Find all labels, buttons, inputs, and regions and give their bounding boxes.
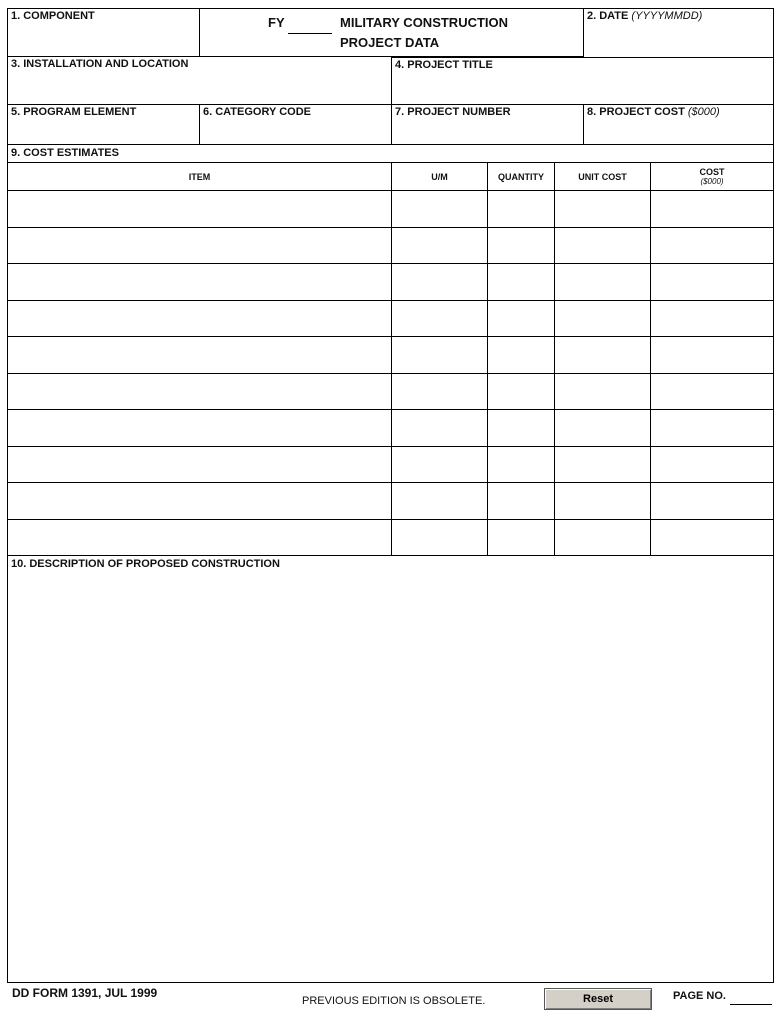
- column-header-unit: ($000): [700, 177, 724, 186]
- cost-row-3-unit-cost-cell[interactable]: [555, 264, 651, 301]
- page-no-input-line[interactable]: [730, 1004, 772, 1005]
- description-label: 10. DESCRIPTION OF PROPOSED CONSTRUCTION: [11, 558, 280, 570]
- cost-estimates-section: [8, 145, 773, 163]
- form-title-line2: PROJECT DATA: [340, 35, 440, 50]
- cost-row-7-cost-cell[interactable]: [651, 410, 773, 447]
- project-number-field[interactable]: [392, 105, 584, 145]
- category-code-label: 6. CATEGORY CODE: [203, 106, 311, 118]
- cost-row-5-cost-cell[interactable]: [651, 337, 773, 374]
- cost-row-10-item-cell[interactable]: [8, 520, 392, 557]
- cost-row-3-um-cell[interactable]: [392, 264, 488, 301]
- cost-row-9-item-cell[interactable]: [8, 483, 392, 520]
- cost-row-5-quantity-cell[interactable]: [488, 337, 555, 374]
- cost-row-3-quantity-cell[interactable]: [488, 264, 555, 301]
- category-code-field[interactable]: [200, 105, 392, 145]
- date-field[interactable]: [584, 9, 773, 57]
- column-header-label: QUANTITY: [498, 171, 544, 182]
- cost-row-8-cost-cell[interactable]: [651, 447, 773, 484]
- cost-row-9-unit-cost-cell[interactable]: [555, 483, 651, 520]
- fy-input-line[interactable]: [288, 33, 332, 34]
- project-cost-field[interactable]: [584, 105, 773, 145]
- program-element-label: 5. PROGRAM ELEMENT: [11, 106, 137, 118]
- cost-row-1-um-cell[interactable]: [392, 191, 488, 228]
- cost-row-6-cost-cell[interactable]: [651, 374, 773, 411]
- fy-label: FY: [268, 15, 285, 30]
- cost-row-3-item-cell[interactable]: [8, 264, 392, 301]
- column-header-cost: [651, 163, 773, 191]
- cost-row-9-um-cell[interactable]: [392, 483, 488, 520]
- cost-row-9-cost-cell[interactable]: [651, 483, 773, 520]
- column-header-unit-cost: [555, 163, 651, 191]
- cost-row-8-um-cell[interactable]: [392, 447, 488, 484]
- cost-row-7-item-cell[interactable]: [8, 410, 392, 447]
- cost-row-5-um-cell[interactable]: [392, 337, 488, 374]
- cost-row-6-um-cell[interactable]: [392, 374, 488, 411]
- cost-row-9-quantity-cell[interactable]: [488, 483, 555, 520]
- date-label: 2. DATE (YYYYMMDD): [587, 10, 703, 22]
- column-header-quantity: [488, 163, 555, 191]
- form-identifier: DD FORM 1391, JUL 1999: [12, 986, 158, 1000]
- cost-row-1-quantity-cell[interactable]: [488, 191, 555, 228]
- cost-row-1-item-cell[interactable]: [8, 191, 392, 228]
- cost-row-10-um-cell[interactable]: [392, 520, 488, 557]
- project-cost-label: 8. PROJECT COST ($000): [587, 106, 720, 118]
- form-title-line1: MILITARY CONSTRUCTION: [340, 15, 509, 30]
- component-label: 1. COMPONENT: [11, 10, 95, 22]
- cost-row-2-cost-cell[interactable]: [651, 228, 773, 265]
- cost-row-10-unit-cost-cell[interactable]: [555, 520, 651, 557]
- obsolete-note: PREVIOUS EDITION IS OBSOLETE.: [302, 995, 486, 1007]
- project-title-label: 4. PROJECT TITLE: [395, 59, 493, 71]
- cost-row-6-unit-cost-cell[interactable]: [555, 374, 651, 411]
- date-format-hint: (YYYYMMDD): [631, 10, 703, 22]
- column-header-item: [8, 163, 392, 191]
- column-header-label: ITEM: [188, 171, 211, 182]
- description-field[interactable]: [8, 556, 773, 982]
- column-header-label: U/M: [431, 171, 448, 182]
- cost-row-6-quantity-cell[interactable]: [488, 374, 555, 411]
- installation-location-field[interactable]: [8, 57, 392, 105]
- cost-row-4-um-cell[interactable]: [392, 301, 488, 338]
- cost-row-8-unit-cost-cell[interactable]: [555, 447, 651, 484]
- cost-row-5-item-cell[interactable]: [8, 337, 392, 374]
- installation-location-label: 3. INSTALLATION AND LOCATION: [11, 58, 189, 70]
- cost-row-2-um-cell[interactable]: [392, 228, 488, 265]
- cost-row-7-quantity-cell[interactable]: [488, 410, 555, 447]
- cost-row-10-cost-cell[interactable]: [651, 520, 773, 557]
- page-no-label: PAGE NO.: [673, 990, 726, 1002]
- cost-row-4-item-cell[interactable]: [8, 301, 392, 338]
- project-number-label: 7. PROJECT NUMBER: [395, 106, 511, 118]
- title-block: [200, 9, 584, 57]
- cost-row-1-cost-cell[interactable]: [651, 191, 773, 228]
- cost-row-2-unit-cost-cell[interactable]: [555, 228, 651, 265]
- column-header-um: [392, 163, 488, 191]
- cost-row-4-quantity-cell[interactable]: [488, 301, 555, 338]
- cost-row-8-quantity-cell[interactable]: [488, 447, 555, 484]
- cost-row-6-item-cell[interactable]: [8, 374, 392, 411]
- project-cost-unit: ($000): [687, 106, 720, 118]
- cost-row-2-quantity-cell[interactable]: [488, 228, 555, 265]
- cost-row-5-unit-cost-cell[interactable]: [555, 337, 651, 374]
- cost-row-2-item-cell[interactable]: [8, 228, 392, 265]
- cost-estimates-label: 9. COST ESTIMATES: [11, 147, 119, 159]
- component-field[interactable]: [8, 9, 200, 57]
- cost-row-10-quantity-cell[interactable]: [488, 520, 555, 557]
- cost-row-4-unit-cost-cell[interactable]: [555, 301, 651, 338]
- cost-row-7-um-cell[interactable]: [392, 410, 488, 447]
- cost-row-1-unit-cost-cell[interactable]: [555, 191, 651, 228]
- column-header-label: COST: [699, 167, 725, 177]
- program-element-field[interactable]: [8, 105, 200, 145]
- column-header-label: UNIT COST: [578, 171, 627, 182]
- cost-row-4-cost-cell[interactable]: [651, 301, 773, 338]
- project-title-field[interactable]: [392, 57, 773, 105]
- cost-row-3-cost-cell[interactable]: [651, 264, 773, 301]
- cost-row-8-item-cell[interactable]: [8, 447, 392, 484]
- reset-button[interactable]: Reset: [544, 988, 652, 1010]
- cost-row-7-unit-cost-cell[interactable]: [555, 410, 651, 447]
- military-construction-form: [7, 8, 774, 983]
